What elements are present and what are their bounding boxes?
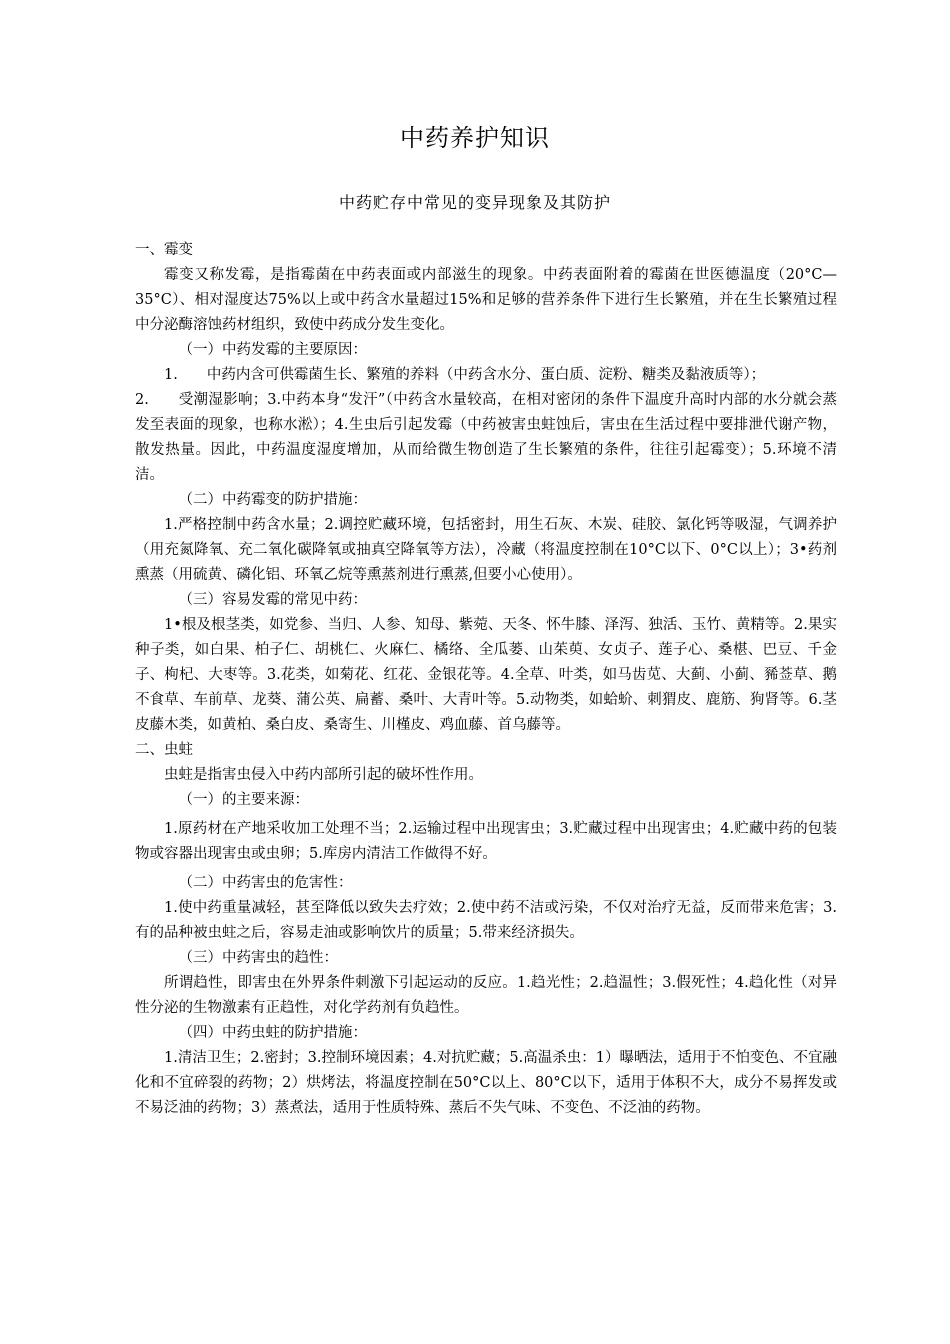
paragraph: 霉变又称发霉，是指霉菌在中药表面或内部滋生的现象。中药表面附着的霉菌在世医德温度（20°C—35°C）、相对湿度达75%以上或中药含水量超过15%和足够的营养条件下进行生长繁殖，并在生长繁殖过程中分泌酶溶蚀药材组织，致使中药成分发生变化。 bbox=[135, 267, 837, 333]
paragraph: 1•根及根茎类，如党参、当归、人参、知母、紫菀、天冬、怀牛膝、泽泻、独活、玉竹、黄精等。2.果实种子类，如白果、柏子仁、胡桃仁、火麻仁、橘络、全瓜蒌、山茱萸、女贞子、莲子心、桑椹、巴豆、千金子、枸杞、大枣等。3.花类，如菊花、红花、金银花等。4.全草、叶类，如马齿苋、大蓟、小蓟、豨莶草、鹅不食草、车前草、龙葵、蒲公英、扁蓄、桑叶、大青叶等。5.动物类，如蛤蚧、刺猬皮、鹿筋、狗肾等。6.茎皮藤木类，如黄柏、桑白皮、桑寄生、川槿皮、鸡血藤、首乌藤等。 bbox=[135, 617, 837, 733]
document-body bbox=[135, 238, 837, 1121]
subsection-heading: （三）中药害虫的趋性： bbox=[178, 950, 338, 966]
section-heading-insects: 二、虫蛀 bbox=[135, 742, 193, 758]
document-title: 中药养护知识 bbox=[400, 124, 550, 152]
paragraph: 虫蛀是指害虫侵入中药内部所引起的破坏性作用。 bbox=[164, 767, 483, 783]
subsection-heading: （一）中药发霉的主要原因： bbox=[178, 342, 367, 358]
paragraph: 1.严格控制中药含水量；2.调控贮藏环境，包括密封，用生石灰、木炭、硅胶、氯化钙等吸湿，气调养护（用充氮降氧、充二氧化碳降氧或抽真空降氧等方法），冷藏（将温度控制在10°C以下、0°C以上）；3•药剂熏蒸（用硫黄、磷化铝、环氧乙烷等熏蒸剂进行熏蒸,但要小心使用）。 bbox=[135, 517, 837, 583]
paragraph: 2. 受潮湿影响；3.中药本身“发汗”（中药含水量较高，在相对密闭的条件下温度升高时内部的水分就会蒸发至表面的现象，也称水淞）；4.生虫后引起发霉（中药被害虫蛀蚀后，害虫在生活过程中要排泄代谢产物，散发热量。因此，中药温度湿度增加，从而给微生物创造了生长繁殖的条件，往往引起霉变）；5.环境不清洁。 bbox=[135, 392, 837, 483]
paragraph: 1.清洁卫生；2.密封；3.控制环境因素；4.对抗贮藏；5.高温杀虫：1）曝晒法，适用于不怕变色、不宜融化和不宜碎裂的药物；2）烘烤法，将温度控制在50°C以上、80°C以下，适用于体积不大，成分不易挥发或不易泛油的药物；3）蒸煮法，适用于性质特殊、蒸后不失气味、不变色、不泛油的药物。 bbox=[135, 1050, 837, 1116]
subsection-heading: （二）中药霉变的防护措施： bbox=[178, 492, 367, 508]
subsection-heading: （三）容易发霉的常见中药： bbox=[178, 592, 367, 608]
paragraph: 1. 中药内含可供霉菌生长、繁殖的养料（中药含水分、蛋白质、淀粉、糖类及黏液质等）； bbox=[164, 367, 766, 383]
subsection-heading: （一）的主要来源： bbox=[178, 792, 309, 808]
document-subtitle: 中药贮存中常见的变异现象及其防护 bbox=[338, 193, 611, 212]
section-heading-mildew: 一、霉变 bbox=[135, 242, 193, 258]
paragraph: 1.原药材在产地采收加工处理不当；2.运输过程中出现害虫；3.贮藏过程中出现害虫；4.贮藏中药的包装物或容器出现害虫或虫卵；5.库房内清洁工作做得不好。 bbox=[135, 821, 837, 862]
paragraph: 所谓趋性，即害虫在外界条件刺激下引起运动的反应。1.趋光性；2.趋温性；3.假死性；4.趋化性（对异性分泌的生物激素有正趋性，对化学药剂有负趋性。 bbox=[135, 975, 837, 1016]
subsection-heading: （二）中药害虫的危害性： bbox=[178, 875, 353, 891]
paragraph: 1.使中药重量减轻，甚至降低以致失去疗效；2.使中药不洁或污染，不仅对治疗无益，反而带来危害；3.有的品种被虫蛀之后，容易走油或影响饮片的质量；5.带来经济损失。 bbox=[135, 900, 837, 941]
subsection-heading: （四）中药虫蛀的防护措施： bbox=[178, 1025, 367, 1041]
